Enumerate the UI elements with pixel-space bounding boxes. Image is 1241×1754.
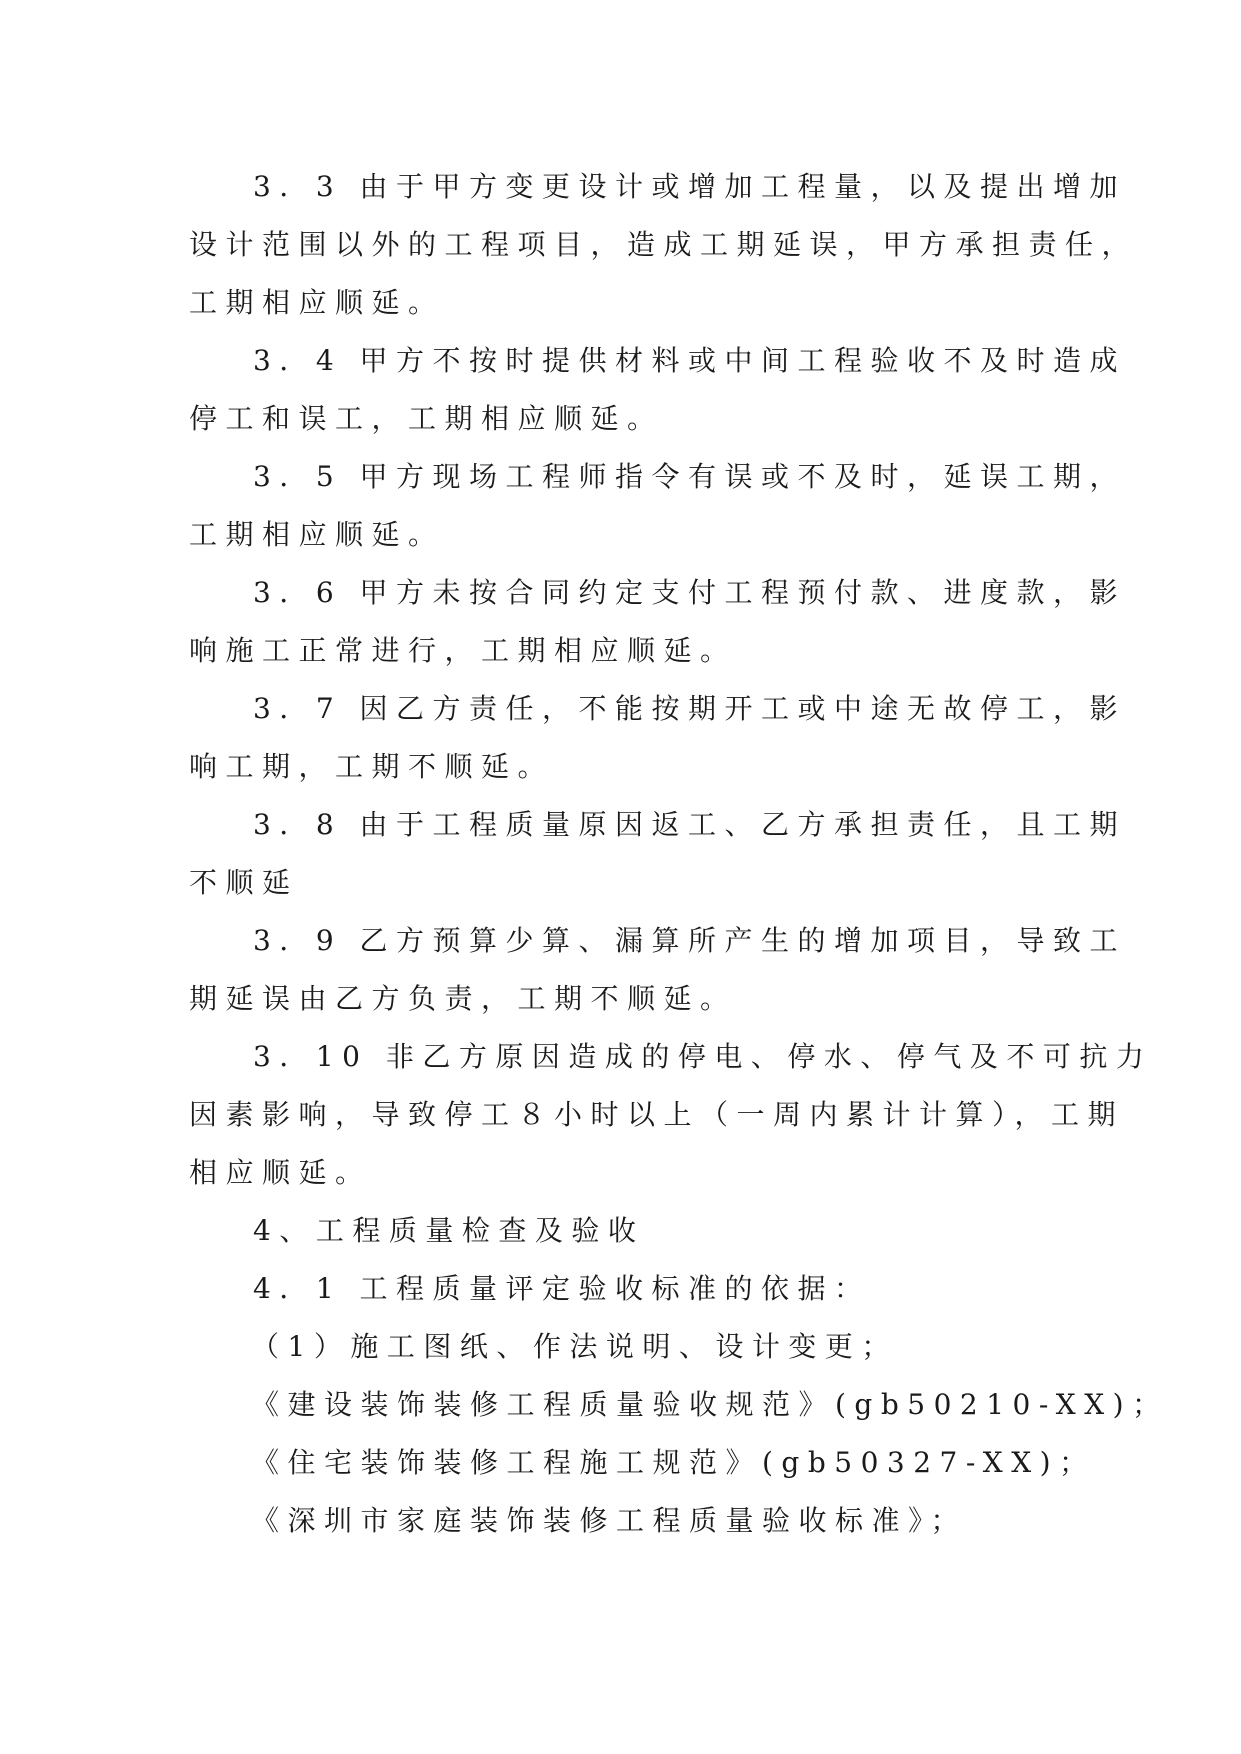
clause-3-8-line-1: 3．8 由于工程质量原因返工、乙方承担责任，且工期 xyxy=(253,808,1127,841)
clause-3-6 xyxy=(189,564,1127,680)
clause-4-1-line: 4．1 工程质量评定验收标准的依据： xyxy=(253,1272,871,1305)
standard-2-line: 《住宅装饰装修工程施工规范》(gb50327-XX)； xyxy=(251,1446,1096,1479)
clause-3-3-line-2: 设计范围以外的工程项目，造成工期延误，甲方承担责任， xyxy=(189,228,1139,261)
clause-3-9 xyxy=(189,912,1127,1028)
clause-3-10-line-1: 3．10 非乙方原因造成的停电、停水、停气及不可抗力 xyxy=(253,1040,1153,1073)
clause-3-5-line-2: 工期相应顺延。 xyxy=(189,518,445,551)
standard-2 xyxy=(189,1434,1096,1492)
clause-3-9-line-1: 3．9 乙方预算少算、漏算所产生的增加项目，导致工 xyxy=(253,924,1127,957)
clause-3-6-line-2: 响施工正常进行，工期相应顺延。 xyxy=(189,634,737,667)
clause-3-5-line-1: 3．5 甲方现场工程师指令有误或不及时，延误工期， xyxy=(253,460,1127,493)
clause-3-3-line-1: 3．3 由于甲方变更设计或增加工程量，以及提出增加 xyxy=(253,170,1127,203)
clause-3-5 xyxy=(189,448,1127,564)
clause-3-3 xyxy=(189,158,1139,332)
section-4-heading xyxy=(189,1202,1049,1260)
clause-4-1 xyxy=(189,1260,1049,1318)
document-body xyxy=(189,158,1169,1550)
clause-3-4 xyxy=(189,332,1127,448)
clause-4-1-item-1-line: （1）施工图纸、作法说明、设计变更； xyxy=(251,1330,898,1363)
clause-3-3-line-3: 工期相应顺延。 xyxy=(189,286,445,319)
clause-3-4-line-1: 3．4 甲方不按时提供材料或中间工程验收不及时造成 xyxy=(253,344,1127,377)
clause-3-6-line-1: 3．6 甲方未按合同约定支付工程预付款、进度款，影 xyxy=(253,576,1127,609)
clause-3-7 xyxy=(189,680,1127,796)
clause-3-10 xyxy=(189,1028,1153,1202)
standard-3 xyxy=(189,1492,1049,1550)
standard-3-line: 《深圳市家庭装饰装修工程质量验收标准》； xyxy=(251,1504,968,1537)
clause-4-1-item-1 xyxy=(189,1318,1049,1376)
clause-3-10-line-2: 因素影响，导致停工８小时以上（一周内累计计算），工期 xyxy=(189,1098,1125,1131)
standard-1-line: 《建设装饰装修工程质量验收规范》(gb50210-XX)； xyxy=(251,1388,1169,1421)
clause-3-8-line-2: 不顺延 xyxy=(189,866,299,899)
clause-3-7-line-2: 响工期，工期不顺延。 xyxy=(189,750,555,783)
clause-3-7-line-1: 3．7 因乙方责任，不能按期开工或中途无故停工，影 xyxy=(253,692,1127,725)
clause-3-8 xyxy=(189,796,1127,912)
clause-3-10-line-3: 相应顺延。 xyxy=(189,1156,372,1189)
standard-1 xyxy=(189,1376,1169,1434)
clause-3-9-line-2: 期延误由乙方负责，工期不顺延。 xyxy=(189,982,737,1015)
clause-3-4-line-2: 停工和误工，工期相应顺延。 xyxy=(189,402,664,435)
section-4-heading-line: 4、工程质量检查及验收 xyxy=(253,1214,645,1247)
